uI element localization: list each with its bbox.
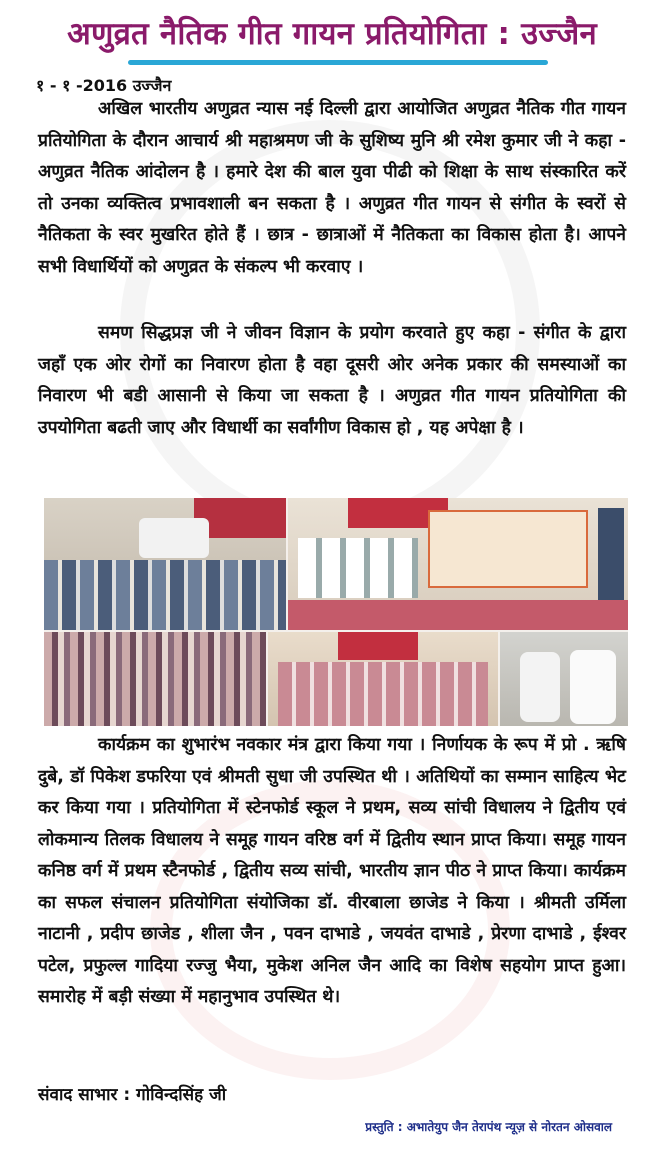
dateline: १ - १ -2016 उज्जैन (36, 76, 172, 95)
photo-students-seated (44, 498, 286, 630)
source-credit: संवाद साभार : गोविन्दसिंह जी (38, 1085, 227, 1105)
article-paragraph-2: समण सिद्धप्रज्ञ जी ने जीवन विज्ञान के प्रयोग करवाते हुए कहा - संगीत के द्वारा जहाँ एक ओर रोगों का निवारण होता है वहा दूसरी ओर अनेक प्रकार की समस्याओं का निवारण भी बडी आसानी से किया जा सकता है । अणुव्रत गीत गायन प्रतियोगिता की उपयोगिता बढती जाए और विधार्थी का सर्वांगीण विकास हो , यह अपेक्षा है । (38, 323, 626, 438)
photo-collage (44, 498, 628, 726)
photo-stage-performance (288, 498, 628, 630)
photo-group-singing (268, 632, 498, 726)
presenter-credit: प्रस्तुति : अभातेयुप जैन तेरापंथ न्यूज़ से नोरतन ओसवाल (365, 1120, 612, 1134)
article-paragraph-3: कार्यक्रम का शुभारंभ नवकार मंत्र द्वारा किया गया । निर्णायक के रूप में प्रो . ऋषि दुबे, डॉ पिकेश डफरिया एवं श्रीमती सुधा जी उपस्थित थी । अतिथियों का सम्मान साहित्य भेट कर किया गया । प्रतियोगिता में स्टेनफोर्ड स्कूल ने प्रथम, सव्य सांची विधालय ने द्वितीय एवं लोकमान्य तिलक विधालय ने समूह गायन वरिष्ठ वर्ग में द्वितीय स्थान प्राप्त किया। समूह गायन कनिष्ठ वर्ग में प्रथम स्टैनफोर्ड , द्वितीय सव्य सांची, भारतीय ज्ञान पीठ ने प्राप्त किया। कार्यक्रम का सफल संचालन प्रतियोगिता संयोजिका डॉ. वीरबाला छाजेड ने किया । श्रीमती उर्मिला नाटानी , प्रदीप छाजेड , शीला जैन , पवन दाभाडे , जयवंत दाभाडे , प्रेरणा दाभाडे , ईश्वर पटेल, प्रफुल्ल गादिया रज्जु भैया, मुकेश अनिल जैन आदि का विशेष सहयोग प्राप्त हुआ। समारोह में बड़ी संख्या में महानुभाव उपस्थित थे। (38, 735, 626, 1007)
article-paragraph-1: अखिल भारतीय अणुव्रत न्यास नई दिल्ली द्वारा आयोजित अणुव्रत नैतिक गीत गायन प्रतियोगिता के दौरान आचार्य श्री महाश्रमण जी के सुशिष्य मुनि श्री रमेश कुमार जी ने कहा - अणुव्रत नैतिक आंदोलन है । हमारे देश की बाल युवा पीढी को शिक्षा के साथ संस्कारित करें तो उनका व्यक्तित्व प्रभावशाली बन सकता है । अणुव्रत गीत गायन से संगीत के स्वरों से नैतिकता के स्वर मुखरित होते हैं । छात्र - छात्राओं में नैतिकता का विकास होता है। आपने सभी विधार्थियों को अणुव्रत के संकल्प भी करवाए । (38, 99, 626, 277)
headline: अणुव्रत नैतिक गीत गायन प्रतियोगिता : उज्जैन (67, 16, 597, 52)
photo-guests (500, 632, 628, 726)
headline-underline (128, 60, 548, 65)
photo-student-crowd (44, 632, 266, 726)
